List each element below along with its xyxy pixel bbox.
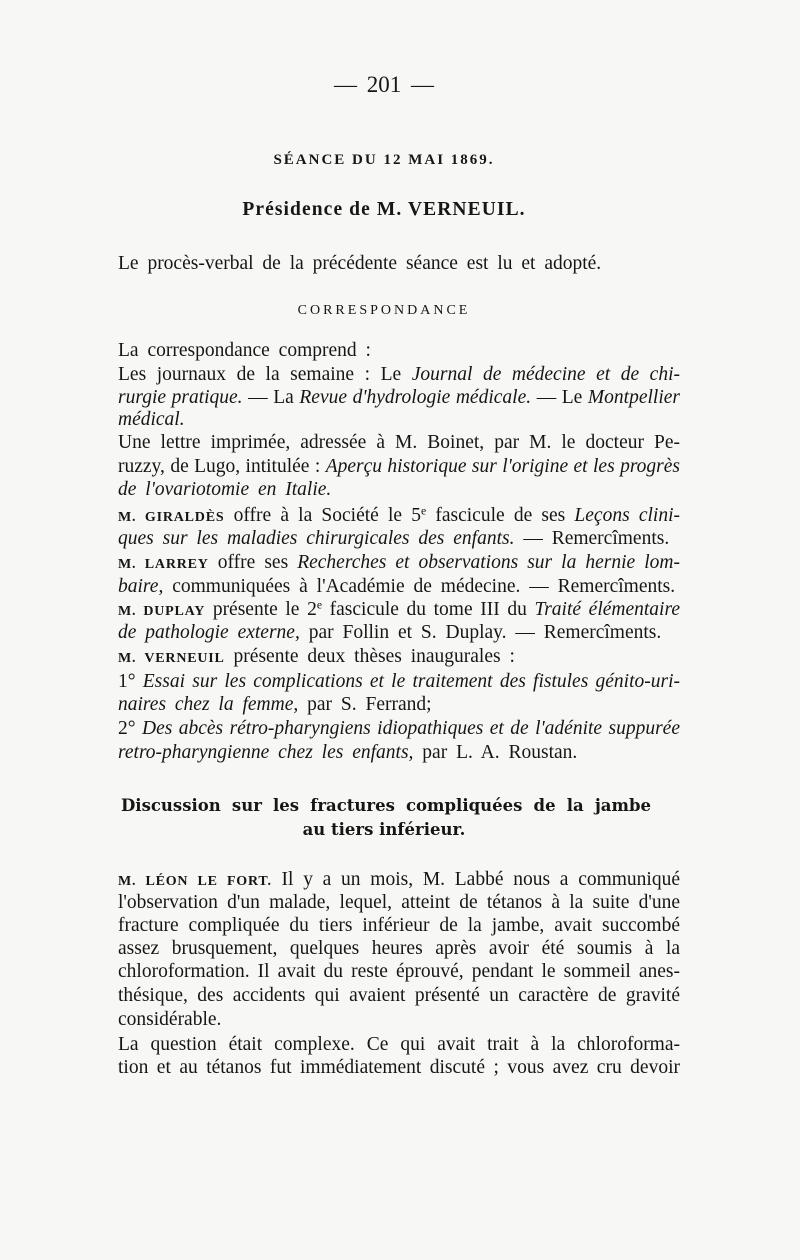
text-line xyxy=(118,645,515,671)
text-line xyxy=(118,670,680,694)
speaker-name: M. LARREY xyxy=(118,557,209,572)
work-title: Aperçu historique sur l'origine et les progrès xyxy=(325,456,681,477)
item-number: 2° xyxy=(118,718,142,739)
text-run: Les journaux de la semaine : Le xyxy=(118,364,412,385)
speaker-name: M. VERNEUIL xyxy=(118,651,225,666)
superscript: e xyxy=(421,504,427,518)
text-run: thésique, des accidents qui avaient présenté un caractère de gravité xyxy=(118,985,680,1006)
text-line xyxy=(118,960,680,984)
text-run: tion et au tétanos fut immédiatement discuté ; vous avez cru devoir xyxy=(118,1057,680,1078)
text-run: — Le xyxy=(531,387,588,408)
text-run: — Remercîments. xyxy=(514,528,670,549)
journal-title: Montpellier xyxy=(587,387,680,408)
work-title: Leçons clini- xyxy=(574,505,680,526)
text-line xyxy=(118,1056,680,1080)
work-title: Essai sur les complications et le traitement des fistules génito-uri- xyxy=(142,671,680,692)
text-line xyxy=(118,741,577,765)
text-run: La question était complexe. Ce qui avait trait à la chloroforma- xyxy=(118,1034,680,1055)
session-title: SÉANCE DU 12 MAI 1869. xyxy=(273,152,495,168)
speaker-name: M. DUPLAY xyxy=(118,604,206,619)
speaker-name: M. LÉON LE FORT. xyxy=(118,874,272,889)
journal-title: rurgie pratique. xyxy=(118,387,243,408)
correspondence-intro: La correspondance comprend : xyxy=(118,340,371,361)
work-title: de l'ovariotomie en Italie. xyxy=(118,479,332,500)
work-title: de pathologie externe, xyxy=(118,622,300,643)
text-line xyxy=(118,455,680,479)
text-line xyxy=(118,621,661,645)
text-run: par S. Ferrand; xyxy=(298,694,432,715)
text-line xyxy=(118,363,680,387)
text-line xyxy=(118,527,669,551)
work-title: naires chez la femme, xyxy=(118,694,299,715)
presidency-line: Présidence de M. VERNEUIL. xyxy=(242,199,526,220)
correspondence-heading: CORRESPONDANCE xyxy=(297,303,471,318)
work-title: Recherches et observations sur la hernie lom- xyxy=(297,552,680,573)
text-run: communiquées à l'Académie de médecine. — Remercîments. xyxy=(163,576,676,597)
text-run: assez brusquement, quelques heures après avoir été soumis à la xyxy=(118,938,680,959)
journal-title: Revue d'hydrologie médicale. xyxy=(299,387,532,408)
text-line xyxy=(118,478,331,502)
text-line xyxy=(118,386,680,410)
text-line xyxy=(118,984,680,1008)
text-run: par Follin et S. Duplay. — Remercîments. xyxy=(299,622,662,643)
text-line xyxy=(118,937,680,961)
speaker-name: M. GIRALDÈS xyxy=(118,510,225,525)
journal-title: médical. xyxy=(118,409,185,430)
text-run: présente le 2 xyxy=(205,599,317,620)
text-line xyxy=(118,408,185,432)
text-run: offre ses xyxy=(208,552,298,573)
text-run: présente deux thèses inaugurales : xyxy=(224,646,515,667)
superscript: e xyxy=(316,598,323,612)
text-line xyxy=(118,431,680,455)
text-line xyxy=(118,575,675,599)
work-title: Des abcès rétro-pharyngiens idiopathiques et de l'adénite suppurée xyxy=(141,718,680,739)
work-title: ques sur les maladies chirurgicales des enfants. xyxy=(118,528,515,549)
work-title: baire, xyxy=(118,576,164,597)
page-number: — 201 — xyxy=(334,72,434,97)
text-run: chloroformation. Il avait du reste éprouvé, pendant le sommeil anes- xyxy=(118,961,680,982)
text-line xyxy=(118,891,680,915)
text-line xyxy=(118,717,680,741)
text-line xyxy=(118,693,432,717)
minutes-line: Le procès-verbal de la précédente séance est lu et adopté. xyxy=(118,253,602,274)
text-run: fascicule du tome III du xyxy=(322,599,535,620)
text-run: Une lettre imprimée, adressée à M. Boinet, par M. le docteur Pe- xyxy=(118,432,680,453)
text-line xyxy=(118,1033,680,1057)
journal-title: Journal de médecine et de chi- xyxy=(411,364,681,385)
work-title: Traité élémentaire xyxy=(534,599,680,620)
text-run: Il y a un mois, M. Labbé nous a communiqué xyxy=(271,869,681,890)
item-number: 1° xyxy=(118,671,143,692)
discussion-subtitle: au tiers inférieur. xyxy=(302,820,466,839)
discussion-title: Discussion sur les fractures compliquées de la jambe xyxy=(121,796,651,815)
text-line xyxy=(118,551,680,577)
text-line xyxy=(118,1008,221,1032)
text-run: considérable. xyxy=(118,1009,222,1030)
text-run: l'observation d'un malade, lequel, atteint de tétanos à la suite d'une xyxy=(118,892,680,913)
text-run: — La xyxy=(242,387,300,408)
text-run: ruzzy, de Lugo, intitulée : xyxy=(118,456,326,477)
text-run: fascicule de ses xyxy=(426,505,575,526)
text-run: offre à la Société le 5 xyxy=(224,505,421,526)
text-run: par L. A. Roustan. xyxy=(413,742,578,763)
text-line xyxy=(118,914,680,938)
work-title: retro-pharyngienne chez les enfants, xyxy=(118,742,414,763)
text-run: fracture compliquée du tiers inférieur de la jambe, avait succombé xyxy=(118,915,680,936)
